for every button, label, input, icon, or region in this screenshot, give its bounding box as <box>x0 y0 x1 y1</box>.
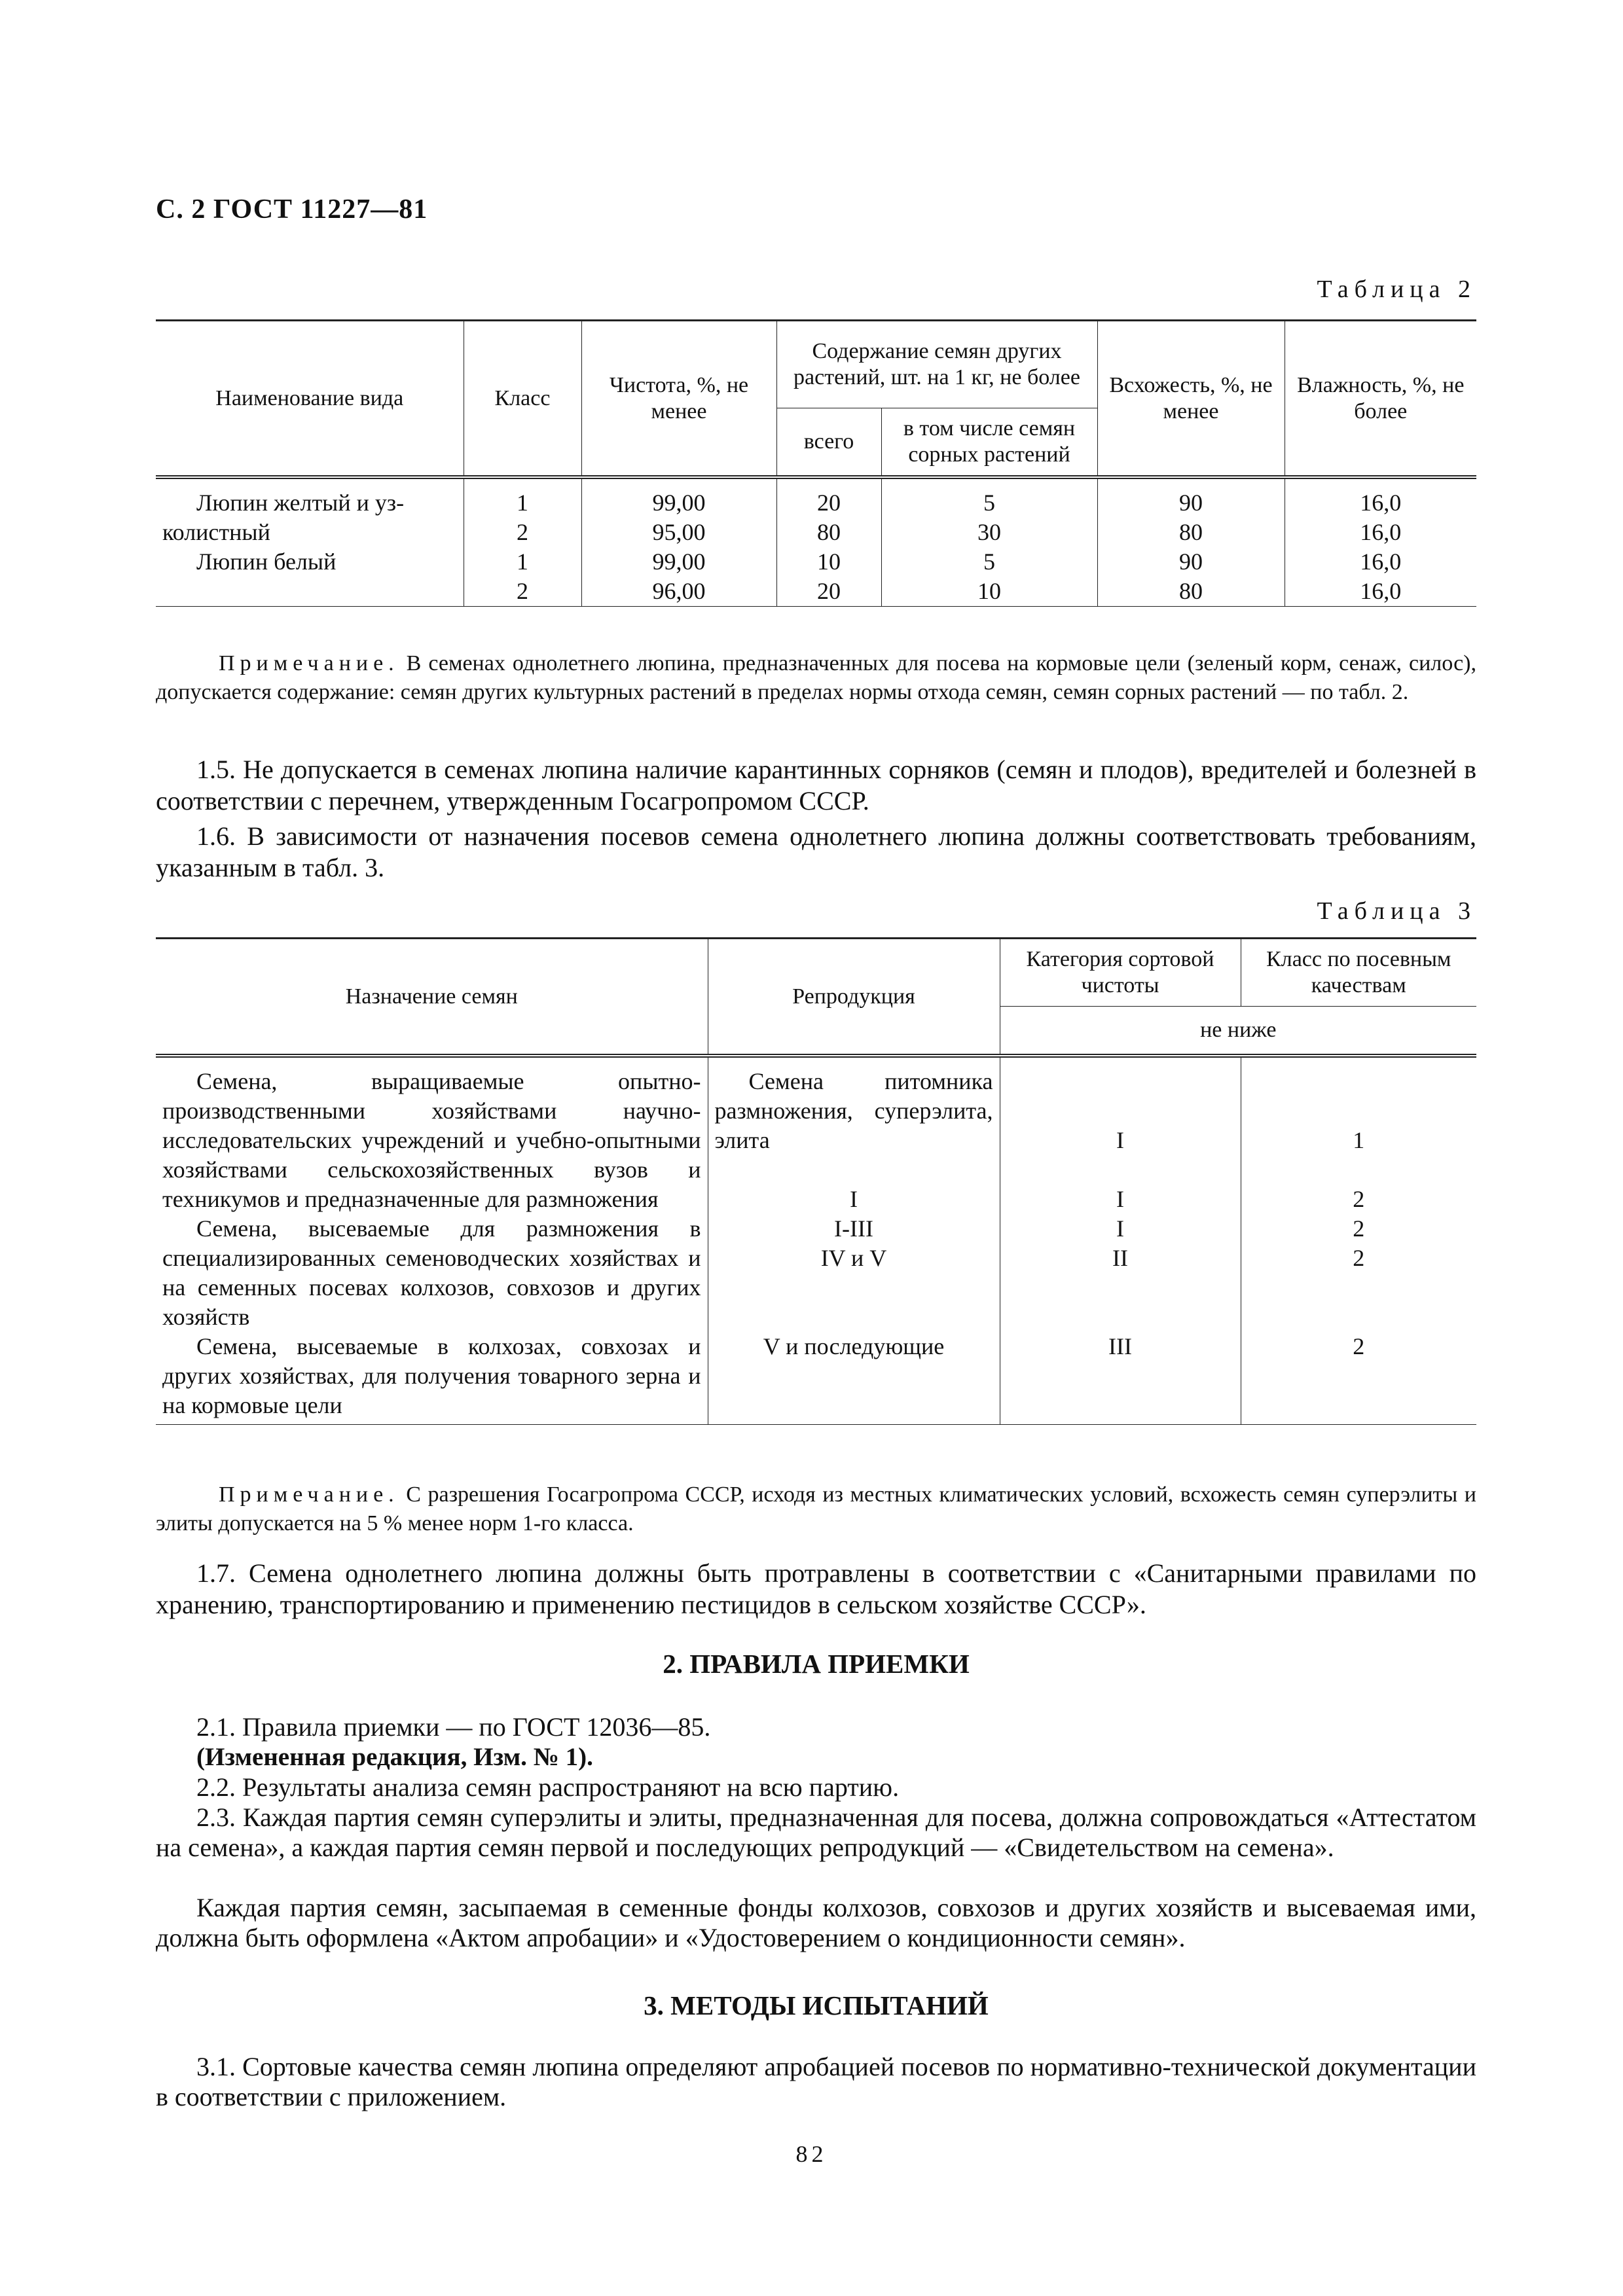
table-2-note <box>156 649 1476 707</box>
table-2-cell: 1 <box>464 477 581 518</box>
table-2-header-weeds: в том числе семян сорных растений <box>881 408 1097 478</box>
table-2-name-white: Люпин белый <box>196 548 337 575</box>
table-3-cat-3b: II <box>1112 1245 1128 1271</box>
table-2-cell: 96,00 <box>581 577 776 607</box>
table-2-cell: 10 <box>881 577 1097 607</box>
page-header: С. 2 ГОСТ 11227—81 <box>156 194 428 224</box>
table-3-category-cell <box>1000 1056 1241 1214</box>
table-2-cell: 16,0 <box>1285 577 1476 607</box>
table-2-cell: 30 <box>881 518 1097 547</box>
table-2-cell: 95,00 <box>581 518 776 547</box>
table-3-cls-3a: 2 <box>1353 1215 1365 1242</box>
table-3-repro-1: Семена питомника размножения, суперэлита, элита <box>714 1068 993 1153</box>
table-3-cls-3b: 2 <box>1353 1245 1365 1271</box>
table-3-cat-4: III <box>1000 1332 1241 1425</box>
table-2-cell: 5 <box>881 477 1097 518</box>
table-3-header-reproduction: Репродукция <box>708 939 1000 1056</box>
table-3-repro-4: V и последующие <box>708 1332 1000 1425</box>
table-2-cell: 2 <box>464 577 581 607</box>
table-3-category-cell <box>1000 1214 1241 1332</box>
table-2-cell: 80 <box>776 518 881 547</box>
table-3-cat-1: I <box>1116 1127 1124 1153</box>
paragraph-1-5: 1.5. Не допускается в семенах люпина наличие карантинных сорняков (семян и плодов), вредителей и болезней в соответствии с перечнем, утвержденным Госагропромом СССР. <box>156 755 1476 816</box>
table-3-purpose-2: Семена, высеваемые для размножения в специализированных семеноводческих хозяйствах и на семенных посевах колхозов, совхозов и других хозяйств <box>162 1215 701 1330</box>
table-3-repro-3b: IV и V <box>820 1245 887 1271</box>
table-3-header-not-lower: не ниже <box>1000 1007 1476 1056</box>
table-2-name-yellow-line2: колистный <box>162 519 270 545</box>
paragraph-3-1: 3.1. Сортовые качества семян люпина определяют апробацией посевов по нормативно-технической документации в соответствии с приложением. <box>156 2052 1476 2111</box>
table-3-class-cell <box>1241 1056 1476 1214</box>
table-3-cls-2: 2 <box>1353 1186 1365 1212</box>
note-text: В семенах однолетнего люпина, предназначенных для посева на кормовые цели (зеленый корм, сенаж, силос), допускается содержание: семян других культурных растений в пределах нормы отхода семян, семян сорных растений — по табл. 2. <box>156 651 1476 704</box>
table-3-header-class: Класс по посевным качествам <box>1241 939 1476 1007</box>
table-2-cell: 5 <box>881 547 1097 577</box>
table-2-cell: 2 <box>464 518 581 547</box>
table-2-header-name: Наименование вида <box>156 321 464 478</box>
table-3-header-category: Категория сортовой чистоты <box>1000 939 1241 1007</box>
table-3-repro-3a: I-III <box>834 1215 873 1242</box>
table-2-cell: 1 <box>464 547 581 577</box>
table-2-header-other-seeds: Содержание семян других растений, шт. на 1 кг, не более <box>776 321 1097 408</box>
table-2-header-class: Класс <box>464 321 581 478</box>
table-3-cls-4: 2 <box>1241 1332 1476 1425</box>
table-2-cell: 90 <box>1097 477 1285 518</box>
table-3-note <box>156 1480 1476 1538</box>
table-3-header-purpose: Назначение семян <box>156 939 708 1056</box>
paragraph-2-1-amendment: (Измененная редакция, Изм. № 1). <box>196 1743 593 1771</box>
table-3-purpose-3: Семена, высеваемые в колхозах, совхозах и других хозяйствах, для получения товарного зерна и на кормовые цели <box>156 1332 708 1425</box>
paragraph-2-3: 2.3. Каждая партия семян суперэлиты и элиты, предназначенная для посева, должна сопровождаться «Аттестатом на семена», а каждая партия семян первой и последующих репродукций — «Свидетельством на семена». <box>156 1803 1476 1862</box>
table-3-class-cell <box>1241 1214 1476 1332</box>
paragraph-2-1: 2.1. Правила приемки — по ГОСТ 12036—85. <box>196 1712 711 1742</box>
table-3-cls-1: 1 <box>1353 1127 1365 1153</box>
paragraph-1-7: 1.7. Семена однолетнего люпина должны быть протравлены в соответствии с «Санитарными правилами по хранению, транспортированию и применению пестицидов в сельском хозяйстве СССР». <box>156 1558 1476 1619</box>
paragraph-2-2: 2.2. Результаты анализа семян распространяют на всю партию. <box>196 1772 900 1802</box>
table-2-header-total: всего <box>776 408 881 478</box>
table-2-name-yellow-line1: Люпин желтый и уз- <box>196 490 405 516</box>
table-2-cell: 16,0 <box>1285 477 1476 518</box>
table-3-reproduction-cell <box>708 1214 1000 1332</box>
table-3-repro-2: I <box>850 1186 858 1212</box>
paragraph-1-6: 1.6. В зависимости от назначения посевов семена однолетнего люпина должны соответствовать требованиям, указанным в табл. 3. <box>156 821 1476 882</box>
table-2-cell: 16,0 <box>1285 518 1476 547</box>
table-2-header-germination: Всхожесть, %, не менее <box>1097 321 1285 478</box>
table-2-header-moisture: Влажность, %, не более <box>1285 321 1476 478</box>
table-2-cell: 80 <box>1097 518 1285 547</box>
note-text: С разрешения Госагропрома СССР, исходя из местных климатических условий, всхожесть семян суперэлиты и элиты допускается на 5 % менее норм 1-го класса. <box>156 1482 1476 1535</box>
note-label: Примечание. <box>219 1482 399 1507</box>
table-2-cell: 10 <box>776 547 881 577</box>
table-3-purpose-1: Семена, выращиваемые опытно-производственными хозяйствами научно-исследовательских учреждений и учебно-опытными хозяйствами сельскохозяйственных вузов и техникумов и предназначенные для размножения <box>162 1068 701 1212</box>
table-2-cell: 99,00 <box>581 477 776 518</box>
table-2-cell: 80 <box>1097 577 1285 607</box>
table-2-cell: 20 <box>776 577 881 607</box>
table-3-reproduction-cell <box>708 1056 1000 1214</box>
page-number: 82 <box>795 2141 828 2167</box>
table-2-cell: 90 <box>1097 547 1285 577</box>
table-2-cell: 99,00 <box>581 547 776 577</box>
table-2-header-purity: Чистота, %, не менее <box>581 321 776 478</box>
table-2-cell: 20 <box>776 477 881 518</box>
section-2-title: 2. ПРАВИЛА ПРИЕМКИ <box>663 1649 970 1679</box>
note-label: Примечание. <box>219 651 399 675</box>
table-3-cat-3a: I <box>1116 1215 1124 1242</box>
table-3 <box>156 937 1476 1425</box>
paragraph-2-3-continued: Каждая партия семян, засыпаемая в семенные фонды колхозов, совхозов и других хозяйств и высеваемая ими, должна быть оформлена «Актом апробации» и «Удостоверением о кондиционности семян». <box>156 1893 1476 1952</box>
table-3-cat-2: I <box>1116 1186 1124 1212</box>
table-2-name-empty <box>156 577 464 607</box>
table-2 <box>156 319 1476 607</box>
table-2-cell: 16,0 <box>1285 547 1476 577</box>
table-2-caption: Таблица 2 <box>1317 276 1476 303</box>
section-3-title: 3. МЕТОДЫ ИСПЫТАНИЙ <box>644 1990 989 2020</box>
table-3-caption: Таблица 3 <box>1317 897 1476 925</box>
